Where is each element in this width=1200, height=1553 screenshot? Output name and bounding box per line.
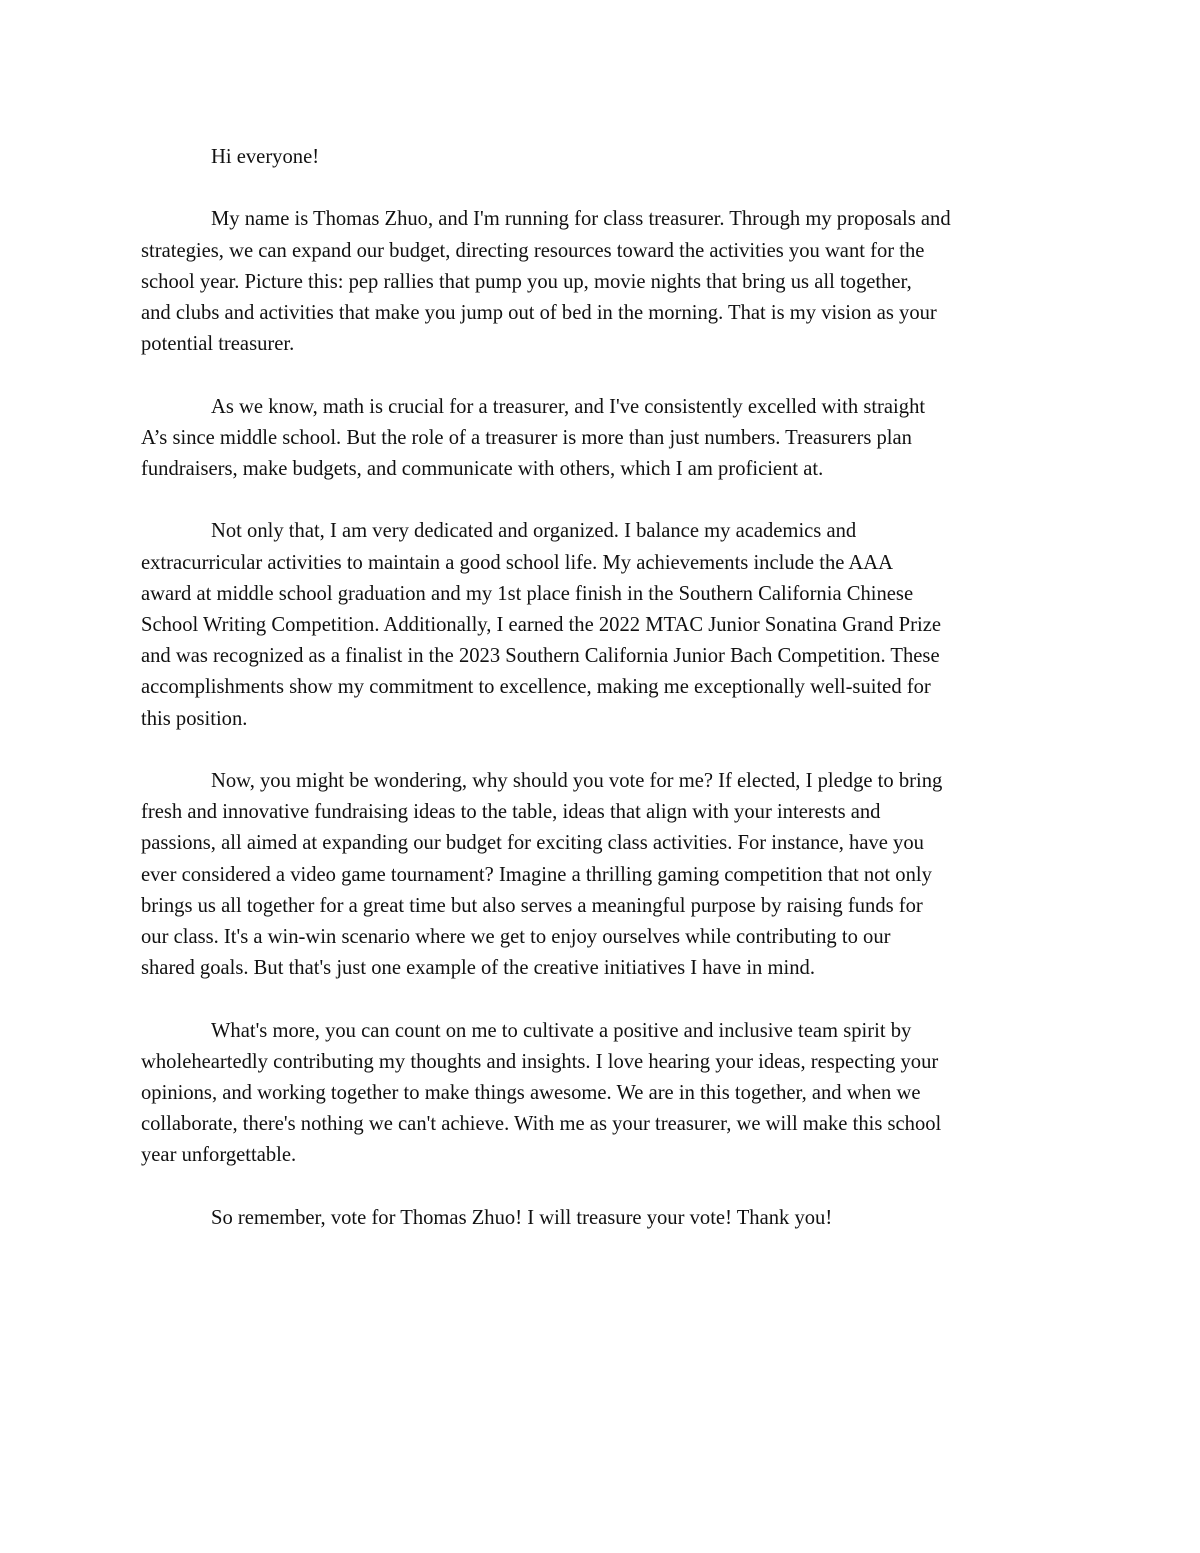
text-line: school year. Picture this: pep rallies that pump you up, movie nights that bring us all together,: [141, 270, 912, 293]
paragraph-fundraising-ideas: [141, 766, 1061, 984]
text-line: strategies, we can expand our budget, directing resources toward the activities you want for the: [141, 239, 925, 262]
text-line: opinions, and working together to make things awesome. We are in this together, and when we: [141, 1082, 921, 1105]
text-line: School Writing Competition. Additionally, I earned the 2022 MTAC Junior Sonatina Grand Prize: [141, 614, 941, 636]
text-line: wholeheartedly contributing my thoughts and insights. I love hearing your ideas, respecting your: [141, 1050, 939, 1073]
text-line: accomplishments show my commitment to excellence, making me exceptionally well-suited for: [141, 676, 931, 699]
paragraph-achievements: [141, 516, 1061, 734]
text-line: potential treasurer.: [141, 333, 295, 356]
text-line: this position.: [141, 707, 248, 730]
text-line: A’s since middle school. But the role of a treasurer is more than just numbers. Treasurers plan: [141, 426, 912, 449]
paragraph-team-spirit: [141, 1016, 1061, 1172]
text-line: fundraisers, make budgets, and communicate with others, which I am proficient at.: [141, 458, 824, 480]
text-line: extracurricular activities to maintain a good school life. My achievements include the AAA: [141, 551, 894, 574]
text-line: our class. It's a win-win scenario where we get to enjoy ourselves while contributing to our: [141, 926, 891, 949]
text-line: shared goals. But that's just one example of the creative initiatives I have in mind.: [141, 957, 815, 980]
text-line: Now, you might be wondering, why should you vote for me? If elected, I pledge to bring: [211, 770, 943, 792]
text-line: So remember, vote for Thomas Zhuo! I will treasure your vote! Thank you!: [211, 1206, 833, 1229]
text-line: ever considered a video game tournament? Imagine a thrilling gaming competition that not only: [141, 863, 932, 886]
text-line: Hi everyone!: [211, 146, 320, 168]
text-line: year unforgettable.: [141, 1144, 297, 1167]
text-line: passions, all aimed at expanding our budget for exciting class activities. For instance, have you: [141, 832, 924, 855]
document-body: [141, 142, 1061, 1265]
paragraph-math-skills: [141, 392, 1061, 486]
text-line: award at middle school graduation and my 1st place finish in the Southern California Chinese: [141, 582, 914, 605]
text-line: brings us all together for a great time but also serves a meaningful purpose by raising funds for: [141, 894, 923, 917]
text-line: collaborate, there's nothing we can't achieve. With me as your treasurer, we will make this school: [141, 1113, 942, 1136]
paragraph-introduction: [141, 204, 1061, 360]
text-line: and was recognized as a finalist in the 2023 Southern California Junior Bach Competition. These: [141, 645, 940, 668]
paragraph-closing: [141, 1203, 1061, 1234]
text-line: What's more, you can count on me to cultivate a positive and inclusive team spirit by: [211, 1019, 912, 1042]
text-line: and clubs and activities that make you jump out of bed in the morning. That is my vision as your: [141, 302, 937, 324]
text-line: Not only that, I am very dedicated and organized. I balance my academics and: [211, 520, 857, 543]
text-line: My name is Thomas Zhuo, and I'm running for class treasurer. Through my proposals and: [211, 208, 951, 231]
text-line: As we know, math is crucial for a treasurer, and I've consistently excelled with straight: [211, 395, 926, 418]
text-line: fresh and innovative fundraising ideas to the table, ideas that align with your interests and: [141, 801, 881, 824]
paragraph-greeting: [141, 142, 1061, 173]
